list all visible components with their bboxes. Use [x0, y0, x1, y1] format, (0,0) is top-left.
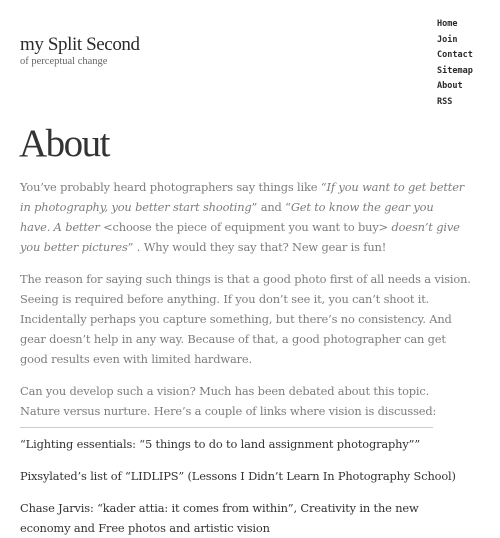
nav-item-join[interactable]: Join [437, 34, 458, 45]
links-intro-paragraph [20, 381, 440, 421]
vision-paragraph [20, 269, 471, 369]
link-chase-jarvis-line[interactable]: Chase Jarvis: “kader attia: it comes from within”, Creativity in the new [20, 501, 419, 515]
intro-text: ” . Why would they say that? New gear is fun! [127, 240, 387, 254]
link-lidlips[interactable]: Pixsylated’s list of “LIDLIPS” (Lessons I Didn’t Learn In Photography School) [20, 469, 456, 483]
site-tagline: of perceptual change [20, 56, 108, 67]
intro-quote: in photography, you better start shooting [20, 200, 252, 214]
link-chase-jarvis-line[interactable]: economy and Free photos and artistic vision [20, 521, 270, 535]
vision-line: Seeing is required before anything. If you don’t see it, you can’t shoot it. [20, 292, 430, 306]
nav-item-sitemap[interactable]: Sitemap [437, 65, 473, 76]
links-intro-line: Nature versus nurture. Here’s a couple of links where vision is discussed: [20, 404, 437, 418]
nav-item-home[interactable]: Home [437, 19, 458, 29]
intro-quote: have. A better [20, 220, 104, 234]
intro-text: <choose the piece of equipment you want to buy> [103, 220, 389, 234]
divider [20, 427, 433, 428]
intro-text: You’ve probably heard photographers say things like [20, 180, 321, 194]
links-intro-line: Can you develop such a vision? Much has been debated about this topic. [20, 384, 430, 398]
main-nav [437, 15, 473, 109]
intro-quote: doesn’t give [388, 220, 460, 234]
intro-quote: you better pictures [20, 240, 128, 254]
vision-line: good results even with limited hardware. [20, 352, 252, 366]
link-chase-jarvis[interactable] [20, 498, 440, 538]
page-title: About [19, 122, 109, 165]
intro-quote: “If you want to get better [320, 180, 465, 194]
vision-line: Incidentally perhaps you capture something, but there’s no consistency. And [20, 312, 452, 326]
vision-line: The reason for saying such things is that a good photo first of all needs a vision. [20, 272, 471, 286]
intro-text: ” and “ [251, 200, 291, 214]
site-title-link[interactable]: my Split Second [20, 34, 140, 55]
site-title[interactable] [20, 34, 140, 56]
intro-quote: Get to know the gear you [290, 200, 434, 214]
link-lighting-essentials[interactable]: “Lighting essentials: “5 things to do to land assignment photography”” [20, 437, 420, 451]
nav-item-about[interactable]: About [437, 81, 463, 92]
nav-item-rss[interactable]: RSS [437, 96, 453, 107]
intro-paragraph [20, 177, 465, 257]
vision-line: gear doesn’t help in any way. Because of that, a good photographer can get [20, 332, 446, 346]
nav-item-contact[interactable]: Contact [437, 50, 473, 61]
page-content [20, 177, 471, 538]
